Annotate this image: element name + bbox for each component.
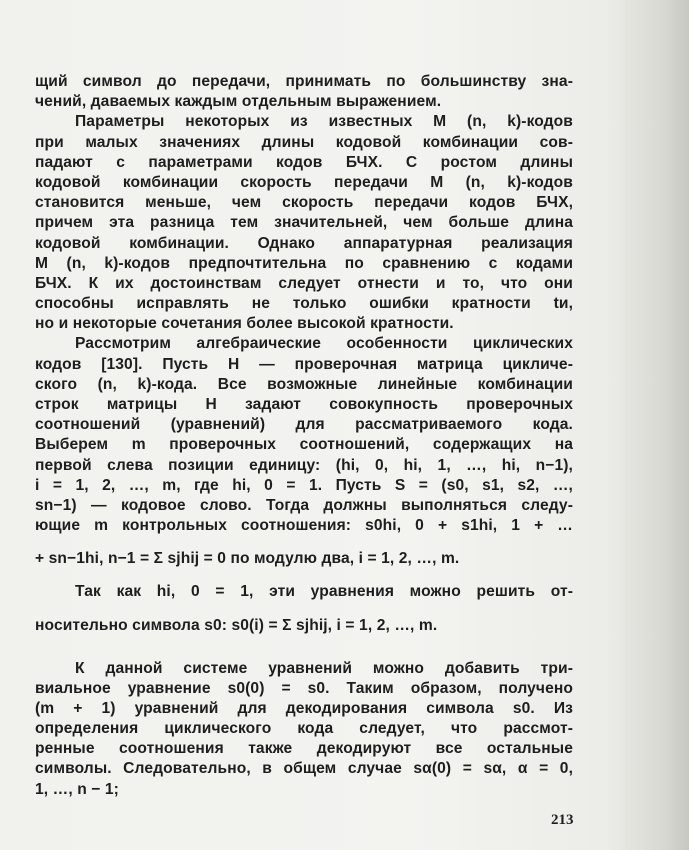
text-line: ренные соотношения также декодируют все остальные: [35, 740, 573, 758]
text-line: ющие m контрольных соотношения: s0hi, 0 + s1hi, 1 + …: [35, 517, 573, 535]
text-line: Параметры некоторых из известных M (n, k)-кодов: [75, 113, 573, 131]
text-line: кодовой комбинации скорость передачи M (n, k)-кодов: [35, 173, 573, 191]
text-line: Рассмотрим алгебраические особенности циклических: [75, 335, 573, 353]
text-line: чений, даваемых каждым отдельным выражением.: [35, 93, 442, 111]
text-line: (m + 1) уравнений для декодирования символа s0. Из: [35, 699, 573, 717]
text-line: ского (n, k)-кода. Все возможные линейные комбинации: [35, 375, 573, 393]
text-line: Так как hi, 0 = 1, эти уравнения можно решить от-: [75, 583, 573, 601]
text-line: 1, …, n − 1;: [35, 780, 119, 798]
text-line: sn−1) — кодовое слово. Тогда должны выполняться следу-: [35, 496, 573, 514]
paragraph-gap: [35, 649, 573, 659]
text-line: кодов [130]. Пусть H — проверочная матрица цикличе-: [35, 355, 573, 373]
equation-line: + sn−1hi, n−1 = Σ sjhij = 0 по модулю два, i = 1, 2, …, m.: [35, 550, 460, 568]
text-line: но и некоторые сочетания более высокой кратности.: [35, 315, 454, 333]
text-line: способны исправлять не только ошибки кратности tи,: [35, 295, 573, 313]
text-line: Выберем m проверочных соотношений, содержащих на: [35, 436, 573, 454]
page-number: 213: [551, 812, 574, 828]
equation-line: носительно символа s0: s0(i) = Σ sjhij, i = 1, 2, …, m.: [35, 616, 438, 634]
text-line: причем эта разница тем значительней, чем больше длина: [35, 214, 573, 232]
text-line: падают с параметрами кодов БЧХ. С ростом длины: [35, 153, 573, 171]
text-line: соотношений (уравнений) для рассматриваемого кода.: [35, 416, 573, 434]
text-line: при малых значениях длины кодовой комбинации сов-: [35, 133, 573, 151]
text-line: становится меньше, чем скорость передачи кодов БЧХ,: [35, 194, 573, 212]
text-line: i = 1, 2, …, m, где hi, 0 = 1. Пусть S = (s0, s1, s2, …,: [35, 476, 573, 494]
text-line: К данной системе уравнений можно добавить три-: [75, 659, 573, 677]
text-line: строк матрицы H задают совокупность проверочных: [35, 396, 573, 413]
body-text: [35, 72, 573, 800]
text-line: определения циклического кода следует, что рассмот-: [35, 720, 573, 738]
text-line: виальное уравнение s0(0) = s0. Таким образом, получено: [35, 679, 573, 697]
text-line: M (n, k)-кодов предпочтительна по сравнению с кодами: [35, 254, 573, 272]
text-line: щий символ до передачи, принимать по большинству зна-: [35, 73, 573, 90]
text-line: первой слева позиции единицу: (hi, 0, hi, 1, …, hi, n−1),: [35, 456, 573, 474]
text-line: кодовой комбинации. Однако аппаратурная реализация: [35, 234, 573, 252]
text-line: символы. Следовательно, в общем случае sα(0) = sα, α = 0,: [35, 760, 573, 778]
text-line: БЧХ. К их достоинствам следует отнести и то, что они: [35, 274, 573, 292]
